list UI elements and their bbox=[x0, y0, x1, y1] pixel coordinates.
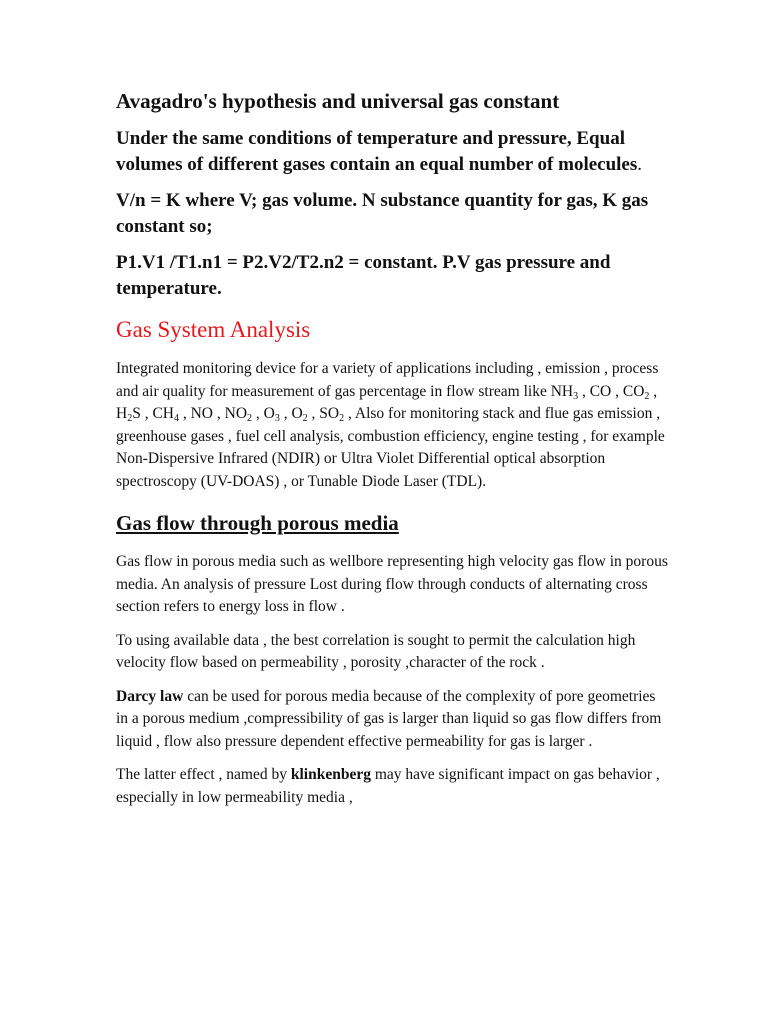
text-co: , CO , CO bbox=[578, 382, 645, 400]
sub-nh3: 3 bbox=[573, 390, 579, 402]
porous-paragraph-2: To using available data , the best correlation is sought to permit the calculation high velocity flow based on permeability , porosity ,character of the rock . bbox=[116, 631, 636, 671]
sub-no2: 2 bbox=[247, 413, 253, 424]
klinkenberg-paragraph-text: may have significant impact on gas behavior , especially in low permeability media , bbox=[116, 766, 660, 806]
klinkenberg-intro: The latter effect , named by bbox=[116, 766, 291, 783]
text-no2: , NO , NO bbox=[178, 405, 248, 422]
sub-ch4: 4 bbox=[173, 413, 179, 424]
avogadro-statement-end: . bbox=[637, 154, 643, 175]
gas-system-rest: , Also for monitoring stack and flue gas emission , greenhouse gases , fuel cell analysis, combustion efficiency, engine testing , for example Non-Dispersive Infrared (NDIR) or Ultra Violet Differential optical absorption spectroscopy (UV-DOAS) , or Tunable Diode Laser (TDL). bbox=[116, 405, 665, 490]
avogadro-statement bbox=[116, 126, 668, 178]
sub-co2: 2 bbox=[644, 390, 650, 402]
klinkenberg-paragraph bbox=[116, 764, 668, 809]
klinkenberg-term: klinkenberg bbox=[290, 766, 371, 783]
text-so2: , SO bbox=[307, 405, 340, 422]
darcy-law-term: Darcy law bbox=[116, 687, 184, 705]
formula-pv: P1.V1 /T1.n1 = P2.V2/T2.n2 = constant. P.V gas pressure and temperature. bbox=[116, 252, 611, 299]
gas-system-intro: Integrated monitoring device for a variety of applications including , emission , process and air quality for measurement of gas percentage in flow stream like NH bbox=[116, 360, 659, 400]
sub-h2: 2 bbox=[127, 413, 133, 424]
avogadro-statement-text: Under the same conditions of temperature and pressure, Equal volumes of different gases contain an equal number of molecules bbox=[116, 128, 638, 175]
darcy-paragraph bbox=[116, 686, 668, 754]
text-h2s: , H bbox=[116, 382, 658, 422]
avogadro-heading: Avagadro's hypothesis and universal gas constant bbox=[116, 89, 560, 113]
text-o2: , O bbox=[279, 405, 303, 422]
text-ch4: S , CH bbox=[132, 405, 174, 422]
formula-vn: V/n = K where V; gas volume. N substance quantity for gas, K gas constant so; bbox=[116, 190, 649, 237]
sub-o3: 3 bbox=[274, 413, 280, 424]
text-o3: , O bbox=[252, 405, 275, 422]
sub-o2: 2 bbox=[302, 413, 308, 424]
porous-media-heading: Gas flow through porous media bbox=[116, 511, 399, 535]
sub-so2: 2 bbox=[339, 413, 345, 424]
gas-system-analysis-heading: Gas System Analysis bbox=[116, 317, 311, 342]
darcy-paragraph-text: can be used for porous media because of the complexity of pore geometries in a porous medium ,compressibility of gas is larger than liquid so gas flow differs from liquid , flow also pressure dependent effective permeability for gas is larger . bbox=[116, 687, 662, 750]
porous-paragraph-1: Gas flow in porous media such as wellbore representing high velocity gas flow in porous media. An analysis of pressure Lost during flow through conducts of alternating cross section refers to energy loss in flow . bbox=[116, 553, 668, 615]
gas-system-paragraph bbox=[116, 358, 668, 493]
